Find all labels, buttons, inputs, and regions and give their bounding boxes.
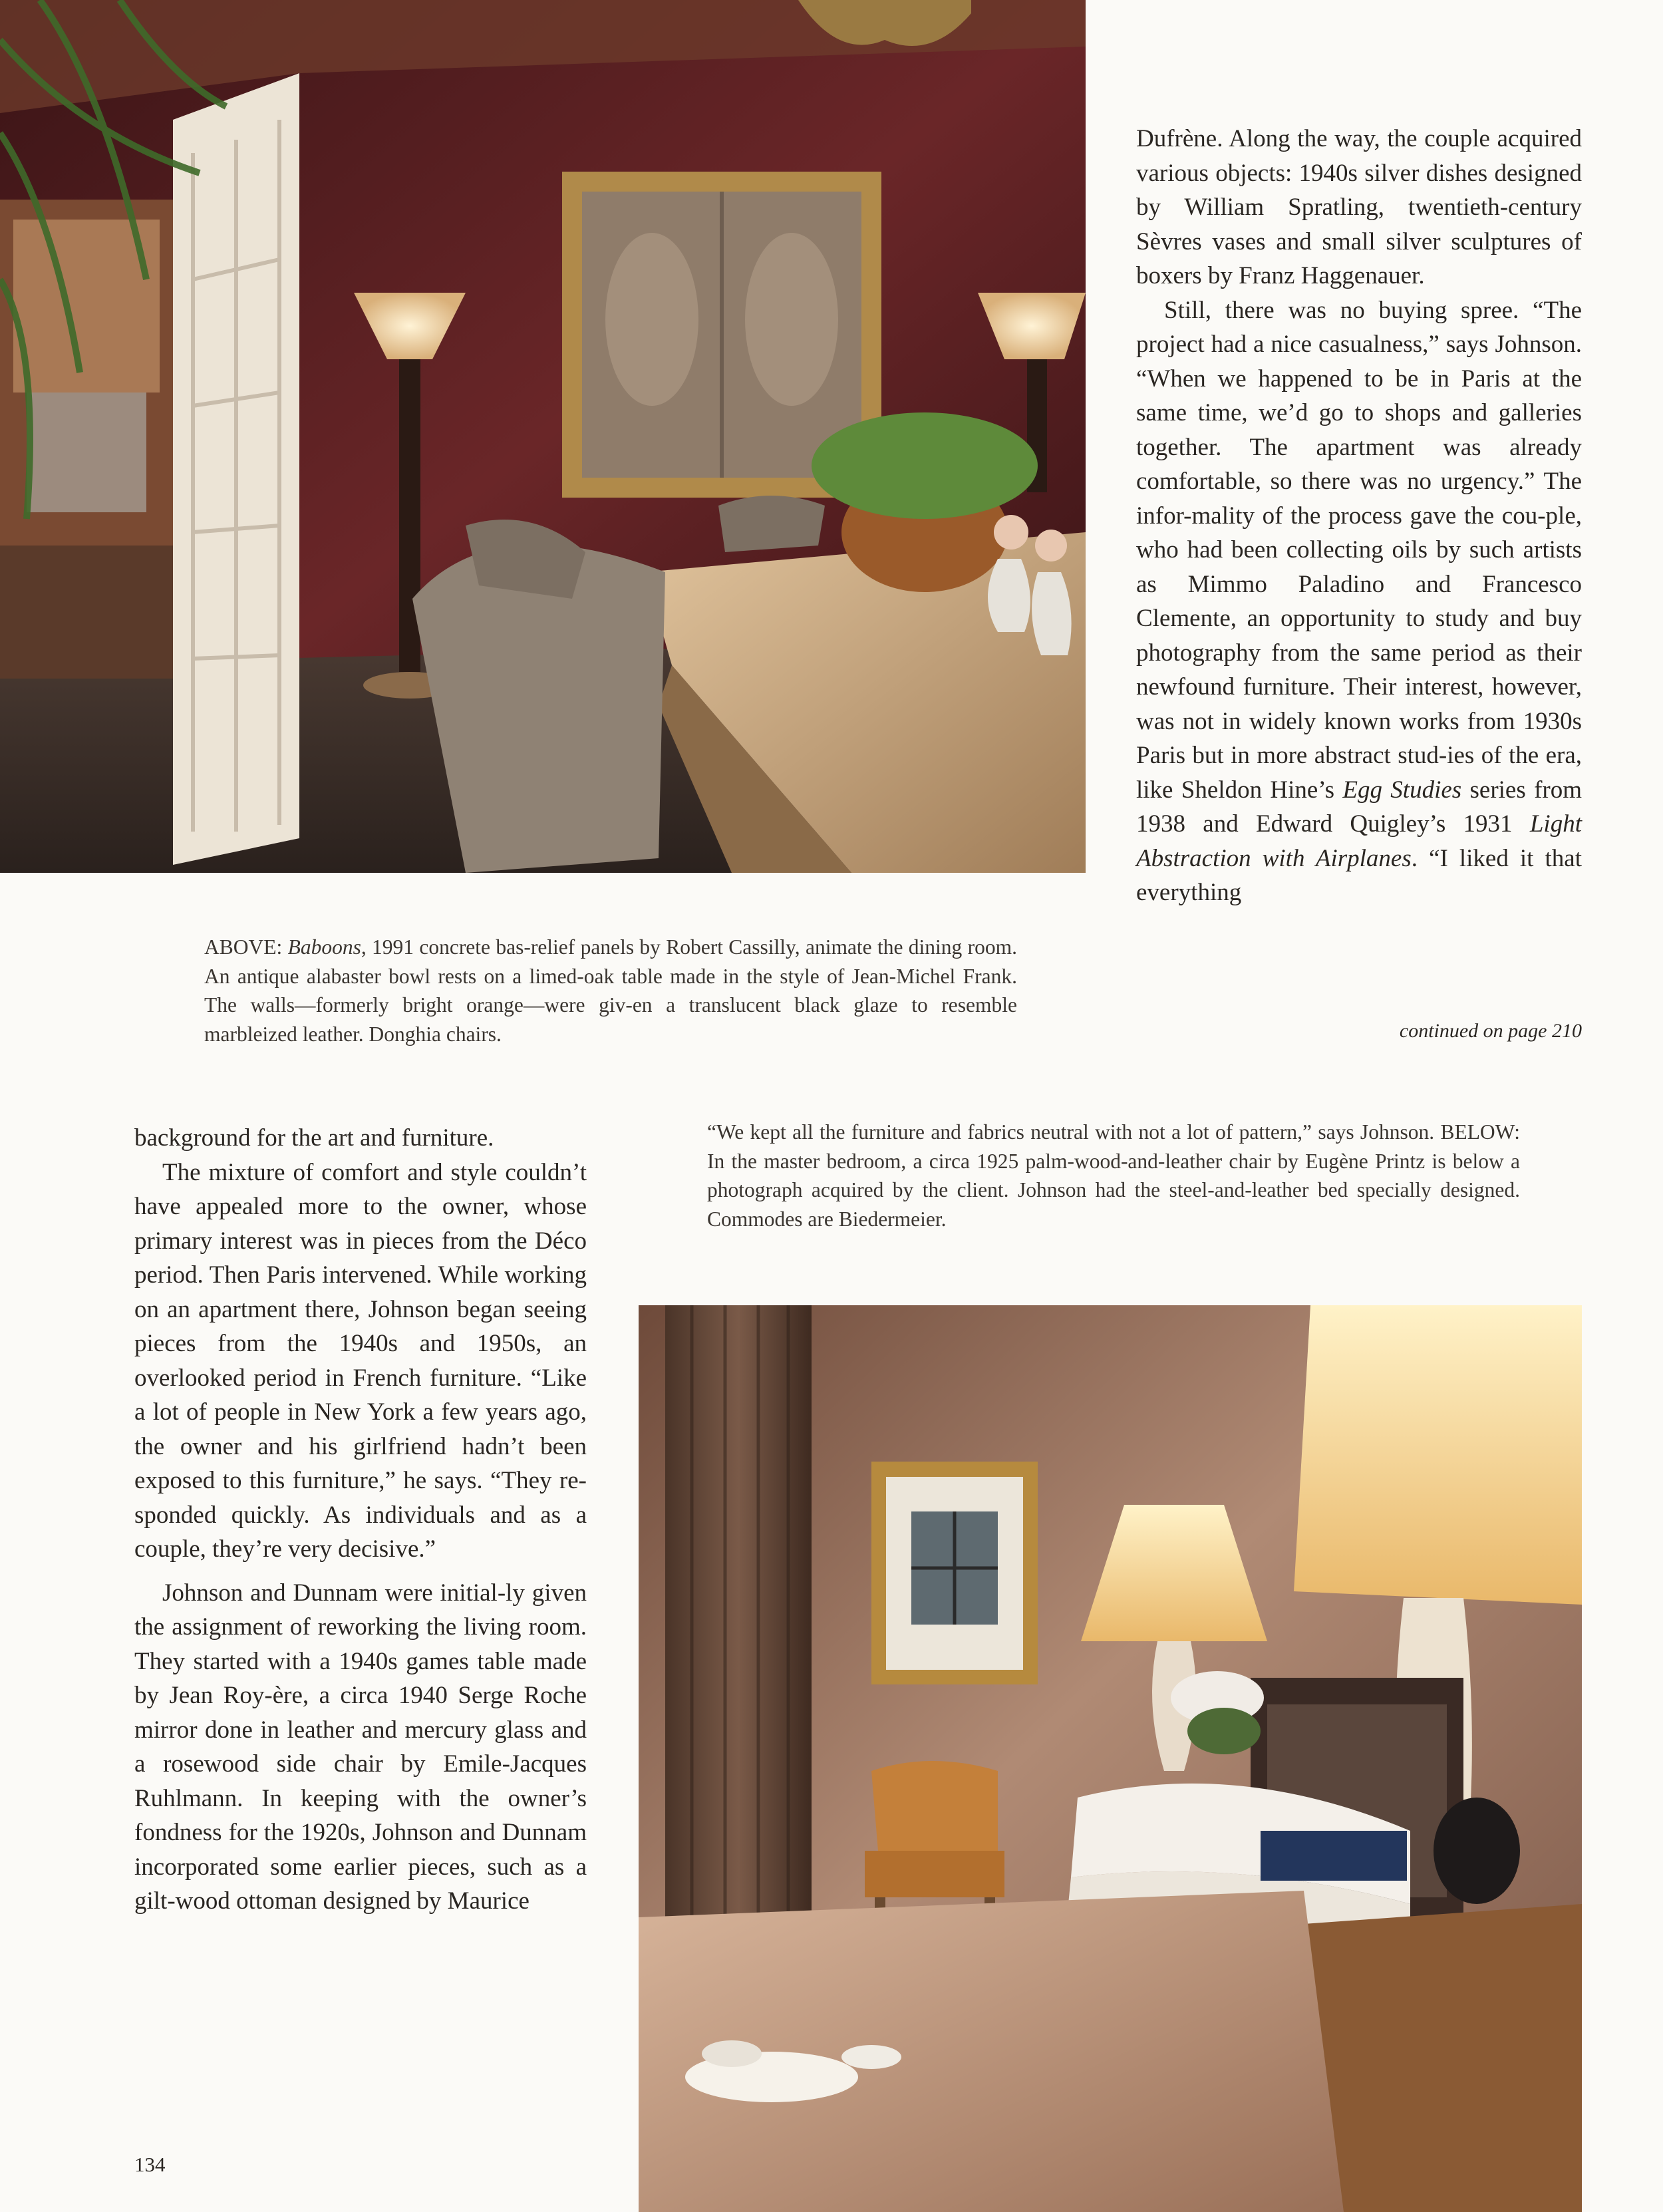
left-body-column: [134, 1121, 587, 1919]
caption-above-artwork-title: Baboons: [287, 935, 361, 959]
right-paragraph-2-text-c: . “I liked it that everything: [1136, 844, 1582, 906]
caption-above-text: , 1991 concrete bas-relief panels by Robert Cassilly, animate the dining room. An antique alabaster bowl rests on a limed-oak table made in the style of Jean-Michel Frank. The walls—formerly bright orange—were giv-en a translucent black glaze to resemble marbleized leather. Donghia chairs.: [204, 935, 1017, 1046]
bedroom-photo: [639, 1305, 1582, 2212]
right-paragraph-2-text-b: series from 1938 and Edward Quigley’s 1931: [1136, 776, 1582, 838]
continued-on-page-note: continued on page 210: [1399, 1020, 1582, 1042]
right-body-column: [1136, 122, 1582, 910]
dining-room-photo: [0, 0, 1086, 873]
dining-room-caption: [204, 933, 1017, 1048]
page-number: 134: [134, 2153, 166, 2176]
left-paragraph-2: The mixture of comfort and style couldn’t have appealed more to the owner, whose primary interest was in pieces from the Déco period. Then Paris intervened. While working on an apartment there, Johnson began seeing pieces from the 1940s and 1950s, an overlooked period in French furniture. “Like a lot of people in New York a few years ago, the owner and his girlfriend hadn’t been exposed to this furniture,” he says. “They re-sponded quickly. As individuals and as a couple, they’re very decisive.”: [134, 1158, 587, 1563]
left-paragraph-1: background for the art and furniture.: [134, 1124, 494, 1152]
artwork-title-egg-studies: Egg Studies: [1342, 776, 1462, 804]
right-paragraph-2-text-a: Still, there was no buying spree. “The project had a nice casualness,” says Johnson. “When we happened to be in Paris at the same time, we’d go to shops and galleries together. The apartment was already comfortable, so there was no urgency.” The infor-mality of the process gave the cou-ple, who had been collecting oils by such artists as Mimmo Paladino and Francesco Clemente, an opportunity to study and buy photography from the same period as their newfound furniture. Their interest, however, was not in widely known works from 1930s Paris but in more abstract stud-ies of the era, like Sheldon Hine’s: [1136, 296, 1582, 804]
right-paragraph-2: [1136, 293, 1582, 910]
right-paragraph-1: Dufrène. Along the way, the couple acquired various objects: 1940s silver dishes designed by William Spratling, twentieth-century Sèvres vases and small silver sculptures of boxers by Franz Haggenauer.: [1136, 125, 1582, 289]
caption-above-lead: ABOVE:: [204, 935, 288, 959]
left-paragraph-3: Johnson and Dunnam were initial-ly given the assignment of reworking the living room. They started with a 1940s games table made by Jean Roy-ère, a circa 1940 Serge Roche mirror done in leather and mercury glass and a rosewood side chair by Emile-Jacques Ruhlmann. In keeping with the owner’s fondness for the 1920s, Johnson and Dunnam incorporated some earlier pieces, such as a gilt-wood ottoman designed by Maurice: [134, 1579, 587, 1915]
artwork-title-light-abstraction: Light Abstraction with Airplanes: [1136, 810, 1582, 872]
bedroom-caption: “We kept all the furniture and fabrics neutral with not a lot of pattern,” says Johnson. BELOW: In the master bedroom, a circa 1925 palm-wood-and-leather chair by Eugène Printz is below a photograph acquired by the client. Johnson had the steel-and-leather bed specially designed. Commodes are Biedermeier.: [707, 1120, 1520, 1231]
